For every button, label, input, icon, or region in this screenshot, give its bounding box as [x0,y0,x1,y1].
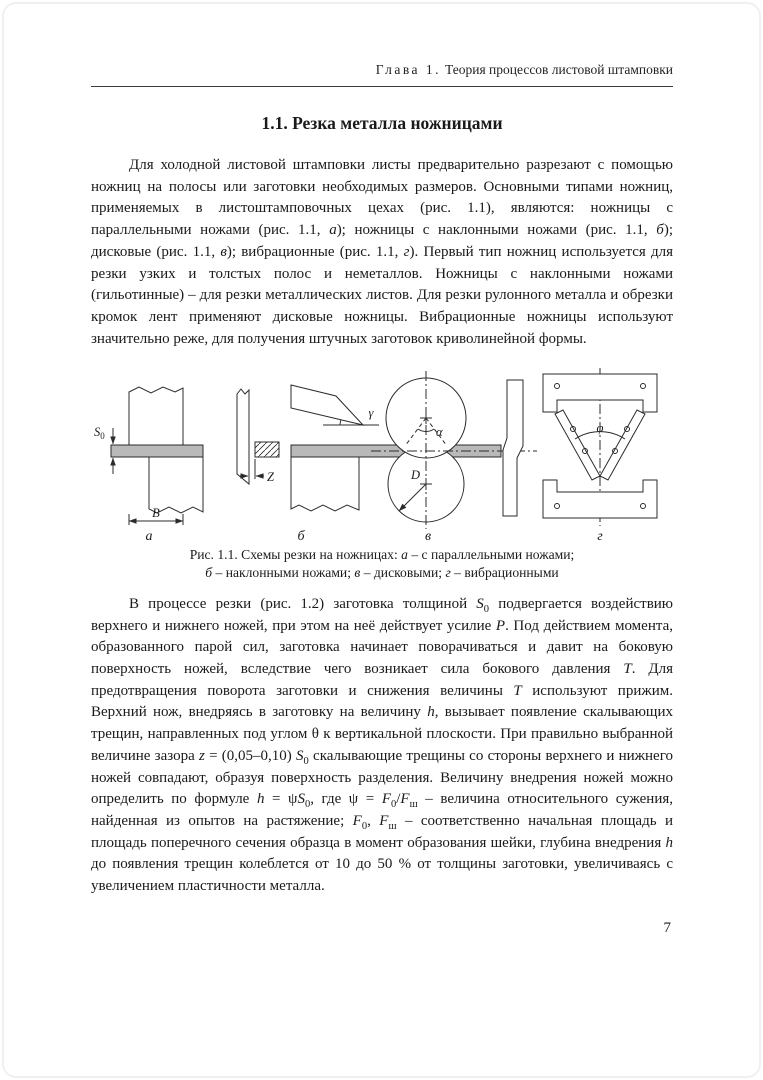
scheme-label-g: г [597,529,603,545]
section-title: 1.1. Резка металла ножницами [261,113,503,133]
paragraph-1: Для холодной листовой штамповки листы предварительно разрезают с помощью ножниц на полосы или заготовки необходимых размеров. Основными типами ножниц, применяемых в листоштамповочных цехах (рис. 1.1), являются: ножницы с параллельными ножами (рис. 1.1, а); ножницы с наклонными ножами (рис. 1.1, б); дисковые (рис. 1.1, в); вибрационные (рис. 1.1, г). Первый тип ножниц используется для резки узких и толстых полос и неметаллов. Ножницы с наклонными ножами (гильотинные) – для резки металлических листов. Для резки рулонного металла и обрезки кромок лент применяют дисковые ножницы. Вибрационные ножницы используют значительно реже, для получения штучных заготовок криволинейной формы. [91,157,674,347]
running-head [91,62,673,87]
dim-z-label: Z [267,470,274,485]
figure-caption-line-1: Рис. 1.1. Схемы резки на ножницах: а – с параллельными ножами; [189,547,575,563]
dim-s0-label: $S_0$ [94,425,105,442]
figure-1-1 [91,366,673,582]
chapter-label: Глава 1. [375,62,442,77]
scheme-label-v: в [424,529,432,545]
figure-caption-line-2: б – наклонными ножами; в – дисковыми; г – вибрационными [205,565,559,581]
figure-caption [91,546,673,582]
angle-phi-label: φ [596,421,604,436]
figure-diagram [91,366,672,544]
chapter-title: Теория процессов листовой штамповки [445,62,673,77]
diagram-parallel-knives [111,387,203,525]
diagram-vibration-knives [543,368,657,526]
scheme-label-b: б [297,529,305,545]
angle-alpha-label: α [436,425,443,440]
angle-gamma-label: γ [368,406,374,421]
dim-d-label: D [410,468,420,483]
page-content [91,62,673,937]
scheme-label-a: а [145,529,153,545]
dim-b-label: B [152,506,160,521]
page-number: 7 [663,919,671,936]
paragraph-2: В процессе резки (рис. 1.2) заготовка толщиной $S_0$ подвергается воздействию верхнего и нижнего ножей, при этом на неё действует усилие P. Под действием момента, образованного парой сил, заготовка начинает поворачиваться и давит на боковую поверхность ножей, вследствие чего возникает сила бокового давления T. Для предотвращения поворота заготовки и снижения величины T используют прижим. Верхний нож, внедряясь в заготовку на величину h, вызывает появление скалывающих трещин, направленных под углом θ к вертикальной плоскости. При правильно выбранной величине зазора z = (0,05–0,10) $S_0$ скалывающие трещины со стороны верхнего и нижнего ножей совпадают, образуя поверхность разделения. Величину внедрения ножей можно определить по формуле $h = \psi S_0$, где $\psi = F_0/F_ш$ – величина относительного сужения, найденная из опытов на растяжение; $F_0$, $F_ш$ – соответственно начальная площадь и площадь поперечного сечения образца в момент образования шейки, глубина внедрения h до появления трещин колеблется от 10 до 50 % от толщины заготовки, увеличиваясь с увеличением пластичности металла. [91,595,674,895]
